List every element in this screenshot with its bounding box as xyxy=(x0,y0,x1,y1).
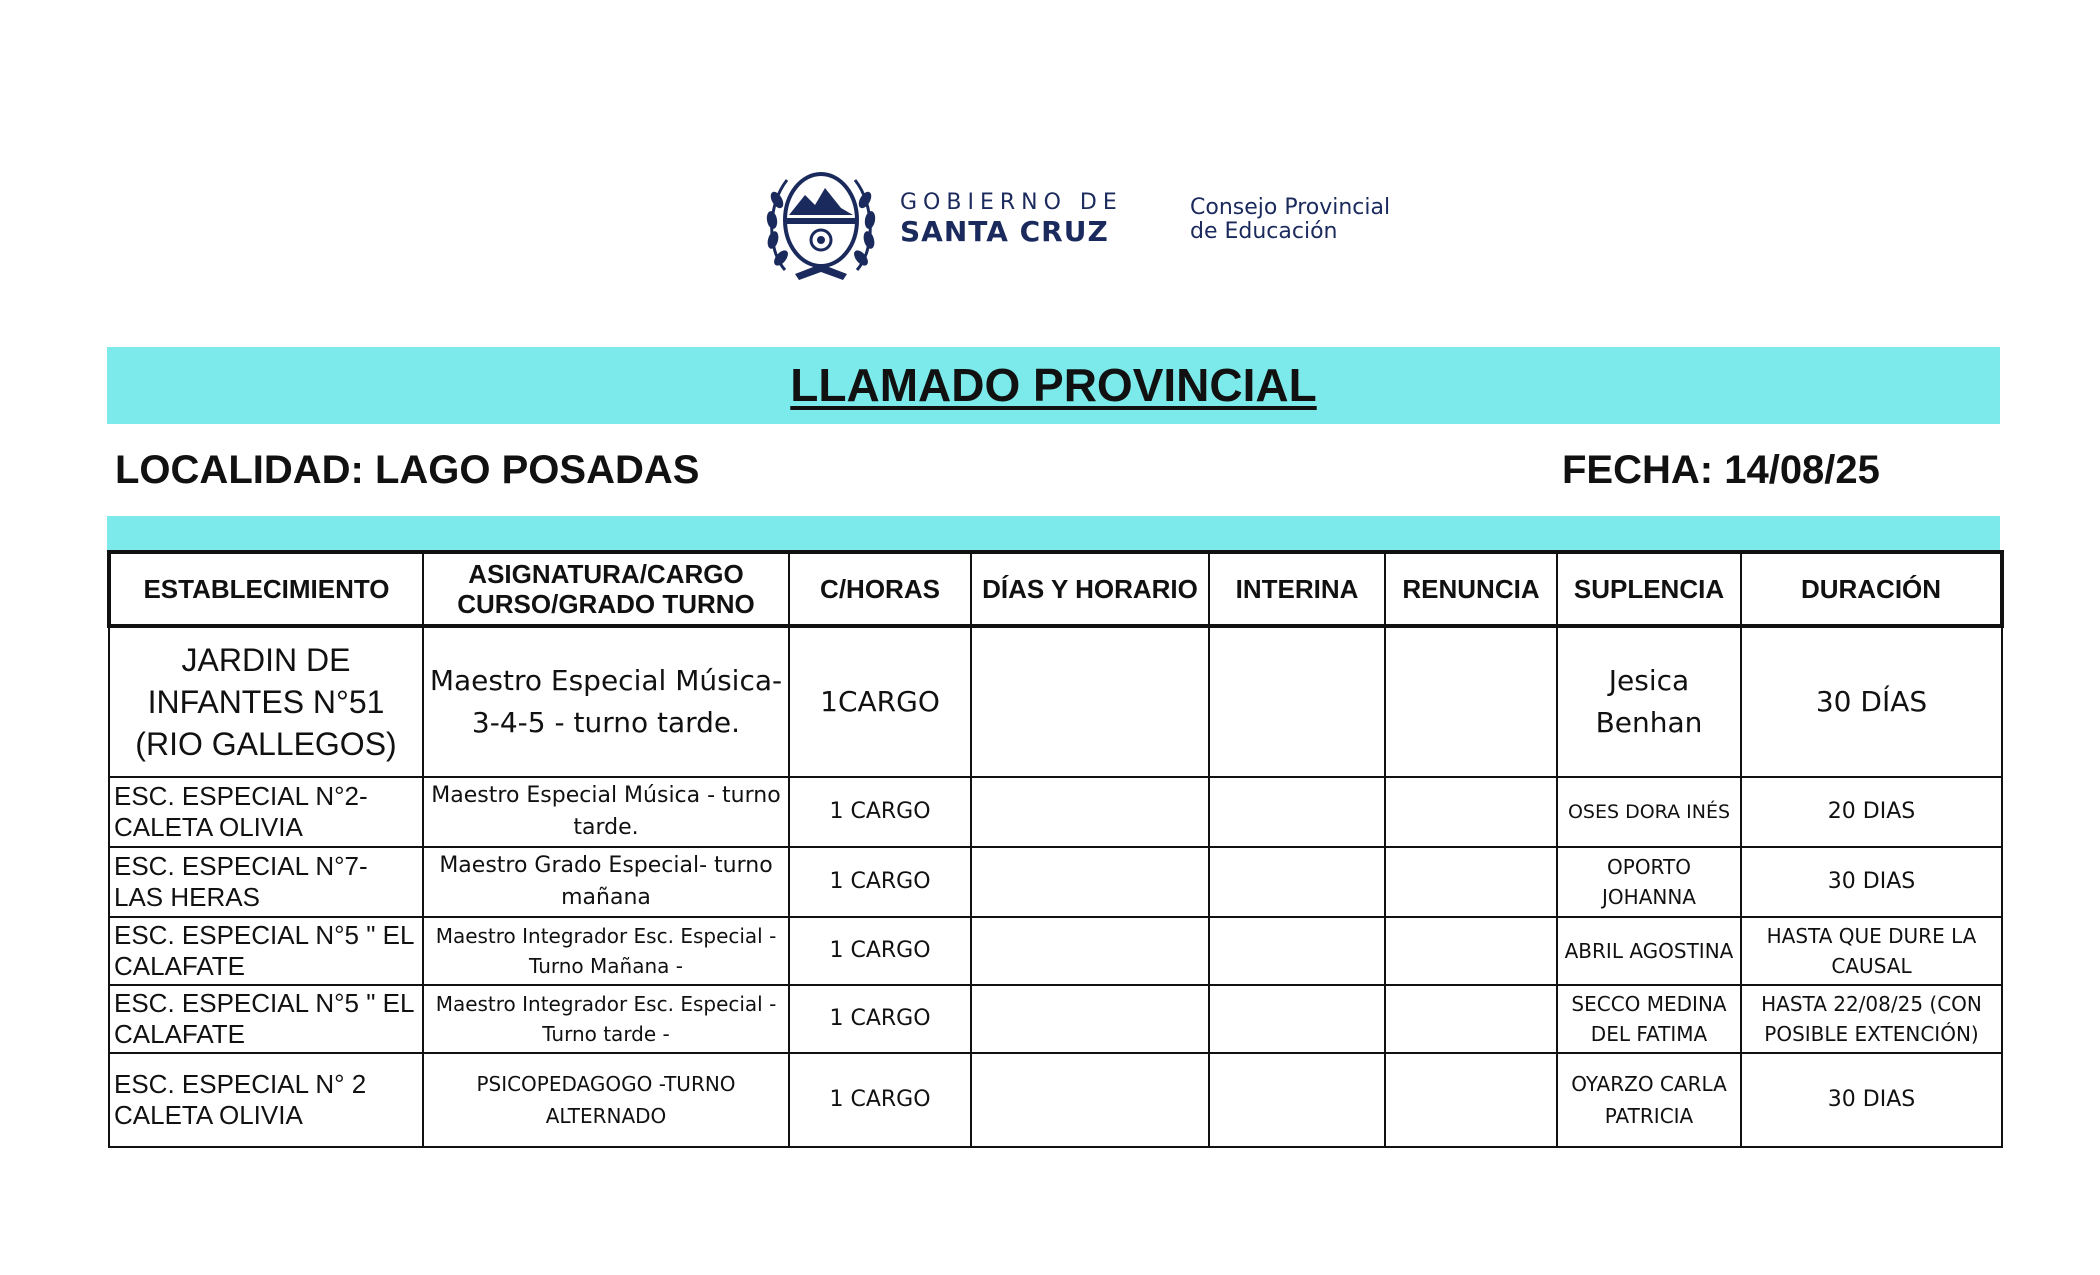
cell-dias-horario xyxy=(971,917,1209,985)
cell-duracion: HASTA QUE DURE LA CAUSAL xyxy=(1741,917,2002,985)
cell-establecimiento: ESC. ESPECIAL N°2- CALETA OLIVIA xyxy=(109,777,423,847)
cell-duracion: 30 DIAS xyxy=(1741,1053,2002,1147)
cell-interina xyxy=(1209,847,1385,917)
table-header-row xyxy=(109,552,2002,626)
cell-duracion: 30 DÍAS xyxy=(1741,626,2002,777)
cell-interina xyxy=(1209,985,1385,1053)
council-line-2: de Educación xyxy=(1190,219,1338,244)
cell-renuncia xyxy=(1385,985,1557,1053)
title-band xyxy=(107,347,2000,424)
cell-establecimiento: JARDIN DE INFANTES N°51 (RIO GALLEGOS) xyxy=(109,626,423,777)
table-row xyxy=(109,917,2002,985)
cell-renuncia xyxy=(1385,917,1557,985)
cell-asignatura: Maestro Especial Música - turno tarde. xyxy=(423,777,789,847)
santa-cruz-emblem-icon xyxy=(765,160,877,285)
cell-suplencia: ABRIL AGOSTINA xyxy=(1557,917,1741,985)
cell-asignatura: PSICOPEDAGOGO -TURNO ALTERNADO xyxy=(423,1053,789,1147)
table-row xyxy=(109,1053,2002,1147)
cell-interina xyxy=(1209,626,1385,777)
cell-duracion: 20 DIAS xyxy=(1741,777,2002,847)
cell-suplencia: Jesica Benhan xyxy=(1557,626,1741,777)
cell-establecimiento: ESC. ESPECIAL N°5 " EL CALAFATE xyxy=(109,985,423,1053)
cell-asignatura: Maestro Integrador Esc. Especial - Turno Mañana - xyxy=(423,917,789,985)
cell-horas: 1 CARGO xyxy=(789,847,971,917)
cell-establecimiento: ESC. ESPECIAL N° 2 CALETA OLIVIA xyxy=(109,1053,423,1147)
vacancies-table xyxy=(107,550,2004,1148)
cell-interina xyxy=(1209,917,1385,985)
gov-line-1: GOBIERNO DE xyxy=(900,190,1123,215)
cell-dias-horario xyxy=(971,847,1209,917)
cell-horas: 1 CARGO xyxy=(789,985,971,1053)
cell-horas: 1 CARGO xyxy=(789,1053,971,1147)
cell-suplencia: OSES DORA INÉS xyxy=(1557,777,1741,847)
cell-asignatura: Maestro Especial Música- 3-4-5 - turno tarde. xyxy=(423,626,789,777)
cell-renuncia xyxy=(1385,847,1557,917)
cell-renuncia xyxy=(1385,777,1557,847)
col-header: INTERINA xyxy=(1209,552,1385,626)
cell-suplencia: SECCO MEDINA DEL FATIMA xyxy=(1557,985,1741,1053)
fecha-label: FECHA: 14/08/25 xyxy=(1562,448,1880,492)
header-logo xyxy=(765,160,1465,285)
col-header: C/HORAS xyxy=(789,552,971,626)
table-row xyxy=(109,847,2002,917)
cell-interina xyxy=(1209,1053,1385,1147)
cell-renuncia xyxy=(1385,626,1557,777)
localidad-label: LOCALIDAD: LAGO POSADAS xyxy=(115,448,700,492)
cell-dias-horario xyxy=(971,777,1209,847)
col-header: SUPLENCIA xyxy=(1557,552,1741,626)
government-wordmark xyxy=(900,190,1123,248)
cell-horas: 1 CARGO xyxy=(789,777,971,847)
council-line-1: Consejo Provincial xyxy=(1190,195,1391,220)
col-header: RENUNCIA xyxy=(1385,552,1557,626)
council-wordmark xyxy=(1190,196,1390,244)
cell-suplencia: OYARZO CARLA PATRICIA xyxy=(1557,1053,1741,1147)
cell-asignatura: Maestro Grado Especial- turno mañana xyxy=(423,847,789,917)
cell-renuncia xyxy=(1385,1053,1557,1147)
cell-establecimiento: ESC. ESPECIAL N°5 " EL CALAFATE xyxy=(109,917,423,985)
col-header: DURACIÓN xyxy=(1741,552,2002,626)
cell-dias-horario xyxy=(971,1053,1209,1147)
separator-band xyxy=(107,516,2000,550)
cell-establecimiento: ESC. ESPECIAL N°7- LAS HERAS xyxy=(109,847,423,917)
cell-asignatura: Maestro Integrador Esc. Especial - Turno tarde - xyxy=(423,985,789,1053)
gov-line-2: SANTA CRUZ xyxy=(900,215,1109,248)
cell-dias-horario xyxy=(971,626,1209,777)
page-title: LLAMADO PROVINCIAL xyxy=(790,359,1317,411)
table-row xyxy=(109,777,2002,847)
cell-horas: 1CARGO xyxy=(789,626,971,777)
table-row xyxy=(109,626,2002,777)
table-row xyxy=(109,985,2002,1053)
col-header: ASIGNATURA/CARGO CURSO/GRADO TURNO xyxy=(423,552,789,626)
cell-duracion: HASTA 22/08/25 (CON POSIBLE EXTENCIÓN) xyxy=(1741,985,2002,1053)
col-header: ESTABLECIMIENTO xyxy=(109,552,423,626)
cell-dias-horario xyxy=(971,985,1209,1053)
cell-interina xyxy=(1209,777,1385,847)
col-header: DÍAS Y HORARIO xyxy=(971,552,1209,626)
cell-horas: 1 CARGO xyxy=(789,917,971,985)
cell-suplencia: OPORTO JOHANNA xyxy=(1557,847,1741,917)
cell-duracion: 30 DIAS xyxy=(1741,847,2002,917)
